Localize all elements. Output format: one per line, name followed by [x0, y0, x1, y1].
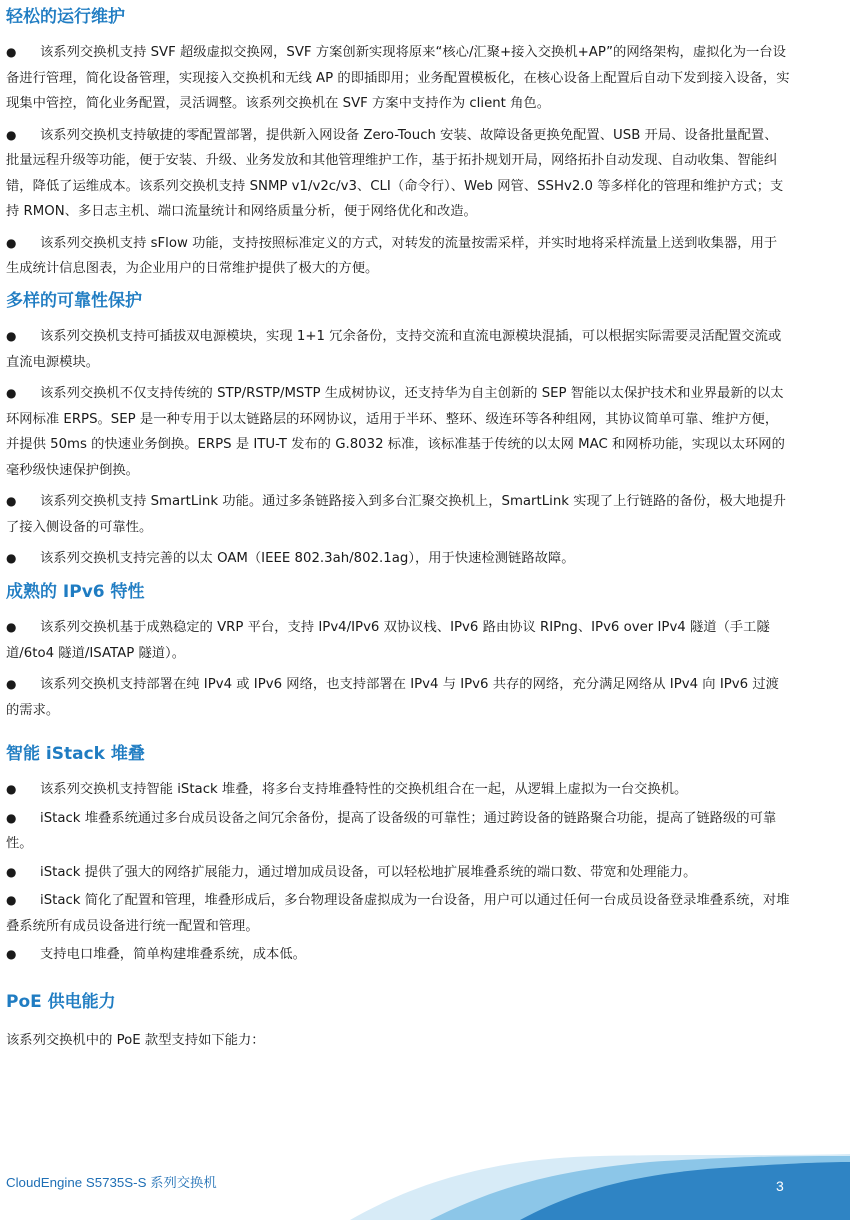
- bullet-icon: ●: [6, 329, 17, 343]
- section-ipv6: [6, 580, 790, 723]
- section-poe: [6, 990, 790, 1054]
- footer-product-name: CloudEngine S5735S-S 系列交换机: [6, 1175, 217, 1190]
- section-title: 多样的可靠性保护: [6, 291, 142, 311]
- section-title: 成熟的 IPv6 特性: [6, 582, 145, 602]
- list-item: ● 该系列交换机支持智能 iStack 堆叠，将多台支持堆叠特性的交换机组合在一起，从逻辑上虚拟为一台交换机。: [6, 777, 790, 803]
- list-item: ● 该系列交换机支持部署在纯 IPv4 或 IPv6 网络，也支持部署在 IPv4 与 IPv6 共存的网络，充分满足网络从 IPv4 向 IPv6 过渡的需求。: [6, 672, 790, 723]
- bullet-icon: ●: [6, 551, 17, 565]
- list-item: ● 该系列交换机支持 SVF 超级虚拟交换网，SVF 方案创新实现将原来“核心/汇聚+接入交换机+AP”的网络架构，虚拟化为一台设备进行管理，简化设备管理，实现接入交换机和无线 AP 的即插即用；业务配置模板化，在核心设备上配置后自动下发到接入设备，实现集中管控，简化业务配置，灵活调整。该系列交换机在 SVF 方案中支持作为 client 角色。: [6, 40, 790, 117]
- bullet-icon: ●: [6, 864, 17, 879]
- list-item: ● 该系列交换机不仅支持传统的 STP/RSTP/MSTP 生成树协议，还支持华为自主创新的 SEP 智能以太保护技术和业界最新的以太环网标准 ERPS。SEP 是一种专用于以太链路层的环网协议，适用于半环、整环、级连环等各种组网，其协议简单可靠、维护方便，并提供 50ms 的快速业务倒换。ERPS 是 ITU-T 发布的 G.8032 标准，该标准基于传统的以太网 MAC 和网桥功能，实现以太环网的毫秒级快速保护倒换。: [6, 381, 790, 483]
- bullet-icon: ●: [6, 810, 17, 825]
- bullet-icon: ●: [6, 386, 17, 400]
- section-reliability: [6, 289, 790, 572]
- section-title: 智能 iStack 堆叠: [6, 744, 145, 764]
- bullet-icon: ●: [6, 127, 17, 142]
- list-item: ● iStack 提供了强大的网络扩展能力，通过增加成员设备，可以轻松地扩展堆叠系统的端口数、带宽和处理能力。: [6, 860, 790, 886]
- bullet-icon: ●: [6, 782, 17, 796]
- section-title: 轻松的运行维护: [6, 7, 125, 27]
- bullet-icon: ●: [6, 893, 17, 907]
- list-item: ● iStack 简化了配置和管理，堆叠形成后，多台物理设备虚拟成为一台设备，用户可以通过任何一台成员设备登录堆叠系统，对堆叠系统所有成员设备进行统一配置和管理。: [6, 888, 790, 939]
- bullet-icon: ●: [6, 677, 17, 691]
- list-item: ● 该系列交换机支持 sFlow 功能，支持按照标准定义的方式，对转发的流量按需采样，并实时地将采样流量上送到收集器，用于生成统计信息图表，为企业用户的日常维护提供了极大的方便。: [6, 231, 790, 282]
- list-item: ● 该系列交换机基于成熟稳定的 VRP 平台，支持 IPv4/IPv6 双协议栈、IPv6 路由协议 RIPng、IPv6 over IPv4 隧道（手工隧道/6to4 隧道/ISATAP 隧道）。: [6, 615, 790, 666]
- bullet-icon: ●: [6, 235, 17, 250]
- list-item: ● iStack 堆叠系统通过多台成员设备之间冗余备份，提高了设备级的可靠性；通过跨设备的链路聚合功能，提高了链路级的可靠性。: [6, 806, 790, 857]
- list-item: ● 该系列交换机支持 SmartLink 功能。通过多条链路接入到多台汇聚交换机上，SmartLink 实现了上行链路的备份，极大地提升了接入侧设备的可靠性。: [6, 489, 790, 540]
- list-item: ● 该系列交换机支持可插拔双电源模块，实现 1+1 冗余备份，支持交流和直流电源模块混插，可以根据实际需要灵活配置交流或直流电源模块。: [6, 324, 790, 375]
- bullet-icon: ●: [6, 494, 17, 508]
- list-item: ● 该系列交换机支持完善的以太 OAM（IEEE 802.3ah/802.1ag），用于快速检测链路故障。: [6, 546, 790, 572]
- page-number: 3: [776, 1178, 784, 1194]
- bullet-icon: ●: [6, 620, 17, 634]
- bullet-icon: ●: [6, 947, 17, 961]
- section-istack: [6, 742, 790, 968]
- bullet-icon: ●: [6, 45, 17, 59]
- list-item: ● 该系列交换机支持敏捷的零配置部署，提供新入网设备 Zero-Touch 安装、故障设备更换免配置、USB 开局、设备批量配置、批量远程升级等功能，便于安装、升级、业务发放和其他管理维护工作，基于拓扑规划开局，网络拓扑自动发现、自动收集、智能纠错，降低了运维成本。该系列交换机支持 SNMP v1/v2c/v3、CLI（命令行）、Web 网管、SSHv2.0 等多样化的管理和维护方式；支持 RMON、多日志主机、端口流量统计和网络质量分析，便于网络优化和改造。: [6, 123, 790, 225]
- paragraph: 该系列交换机中的 PoE 款型支持如下能力：: [6, 1033, 265, 1048]
- section-operation-maintenance: [6, 5, 790, 282]
- section-title: PoE 供电能力: [6, 992, 116, 1012]
- list-item: ● 支持电口堆叠，简单构建堆叠系统，成本低。: [6, 942, 790, 968]
